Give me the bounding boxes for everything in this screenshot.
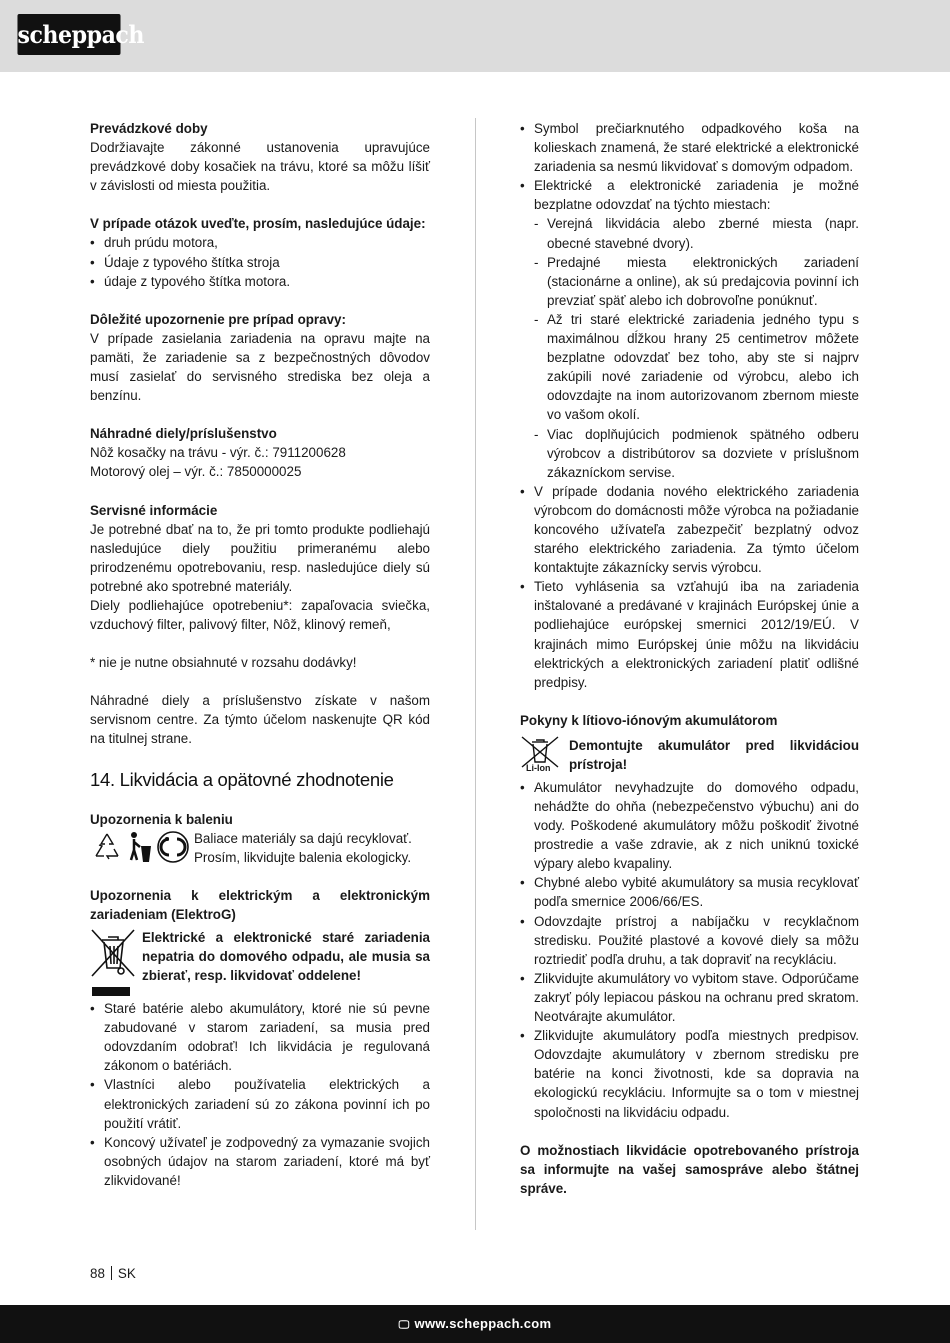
service-info-title: Servisné informácie [90,502,218,518]
list-item: • Odovzdajte prístroj a nabíjačku v recyklačnom stredisku. Použité plastové a kovové diely sa môžu roztriediť podľa druhu, a tak dopraviť na recykláciu. [520,912,859,969]
left-column [90,119,430,1190]
closing-note: O možnostiach likvidácie opotrebovaného prístroja sa informujte na vašej samospráve alebo štátnej správe. [520,1142,859,1196]
right-column [520,119,859,1198]
list-item: • Zlikvidujte akumulátory podľa miestnych predpisov. Odovzdajte akumulátory v zbernom stredisku pre batérie na konci životnosti, kde sa dopravia na ekologickú recykláciu. Informujte sa o tom v miestnej spoločnosti na likvidáciu odpadu. [520,1026,859,1121]
wear-parts-text: Diely podliehajúce opotrebeniu*: zapaľovacia sviečka, vzduchový filter, palivový filter, Nôž, klinový remeň, [90,597,430,633]
electro-list [90,999,430,1190]
list-item: • Symbol prečiarknutého odpadkového koša na kolieskach znamená, že staré elektrické a elektronické zariadenia sa nesmú likvidovať s domovým odpadom. [520,119,859,176]
delivery-scope-note: * nie je nutne obsiahnuté v rozsahu dodávky! [90,655,357,671]
column-divider [475,118,476,1230]
liion-title: Pokyny k lítiovo-iónovým akumulátorom [520,712,778,728]
questions-title: V prípade otázok uveďte, prosím, nasledujúce údaje: [90,216,426,232]
list-item: • Akumulátor nevyhadzujte do domového odpadu, nehádžte do ohňa (nebezpečenstvo výbuchu) ani do vody. Poškodené akumulátory môžu poškodiť životné prostredie a vaše zdravie, ak z nich uniknú toxické výpary alebo kvapaliny. [520,778,859,873]
page-separator [111,1266,112,1280]
dash-item: - Až tri staré elektrické zariadenia jedného typu s maximálnou dĺžkou hrany 25 centimetrov môžete bezplatne odovzdať bez toho, aby ste si najprv zakúpili nové zariadenie od výrobcu, alebo ich odovzdajte na inom autorizovanom zbernom mieste vo vašom okolí. [520,310,859,425]
spare-part-oil: Motorový olej – výr. č.: 7850000025 [90,464,302,480]
green-dot-icon [156,830,190,864]
weee-crossed-bin-icon [90,928,136,978]
list-item: • Zlikvidujte akumulátory vo vybitom stave. Odporúčame zakryť póly lepiacou páskou na ochranu pred skratom. Neotvárajte akumulátor. [520,969,859,1026]
packaging-notice [90,829,430,867]
list-item: • údaje z typového štítka motora. [90,272,430,291]
weee-bar [92,987,130,996]
repair-notice-body: V prípade zasielania zariadenia na opravu majte na pamäti, že zariadenie sa z bezpečnostných dôvodov musí zasielať do servisného strediska bez oleja a benzínu. [90,330,430,404]
list-item: • Tieto vyhlásenia sa vzťahujú iba na zariadenia inštalované a predávané v krajinách Európskej únie a podliehajúce európskej smernici 2012/19/EÚ. V krajinách mimo Európskej únie môžu na likvidáciu elektrických a elektronických zariadení platiť odlišné predpisy. [520,577,859,692]
page-number-value: 88 [90,1266,105,1281]
spare-part-blade: Nôž kosačky na trávu - výr. č.: 7911200628 [90,445,346,461]
dash-item: - Predajné miesta elektronických zariadení (stacionárne a online), ak sú predajcovia povinní ich prevziať späť alebo ich dobrovoľne ponúknuť. [520,253,859,310]
repair-notice-title: Dôležité upozornenie pre prípad opravy: [90,311,346,327]
tidy-man-icon [126,830,154,864]
list-item: • Vlastníci alebo používatelia elektrických a elektronických zariadení sú zo zákona povinní ich po použití vrátiť. [90,1075,430,1132]
dash-item: - Verejná likvidácia alebo zberné miesta (napr. obecné stavebné dvory). [520,214,859,252]
recycle-icon [90,830,124,864]
questions-list [90,233,430,290]
page-number [90,1266,136,1281]
service-center-text: Náhradné diely a príslušenstvo získate v našom servisnom centre. Za týmto účelom naskenujte QR kód na titulnej strane. [90,693,430,747]
liion-warning: Demontujte akumulátor pred likvidáciou prístroja! [569,737,859,772]
footer-website[interactable] [0,1316,950,1332]
operating-hours-title: Prevádzkové doby [90,121,208,136]
header-band [0,0,950,72]
spare-parts-title: Náhradné diely/príslušenstvo [90,426,277,442]
dash-item: - Viac doplňujúcich podmienok spätného odberu výrobcov a distribútorov sa dozviete v príslušnom zákazníckom servise. [520,425,859,482]
liion-notice [520,736,859,778]
packaging-title: Upozornenia k baleniu [90,811,233,827]
list-item: • Koncový užívateľ je zodpovedný za vymazanie svojich osobných údajov na starom zariadení, ktoré má byť zlikvidované! [90,1133,430,1190]
electro-title: Upozornenia k elektrickým a elektronickým zariadeniam (ElektroG) [90,887,430,922]
list-item: • V prípade dodania nového elektrického zariadenia výrobcom do domácnosti môže výrobca na požiadanie koncového užívateľa zabezpečiť bezplatný odvoz starého elektrického zariadenia. Za týmto účelom kontaktujte zákaznícky servis výrobcu. [520,482,859,577]
liion-list [520,778,859,1122]
section-heading: 14. Likvidácia a opätovné zhodnotenie [90,768,394,790]
globe-icon: 🖵 [398,1319,410,1331]
disposal-list [520,119,859,692]
list-item: • Údaje z typového štítka stroja [90,253,430,272]
brand-logo: scheppach [17,14,120,55]
website-link[interactable]: www.scheppach.com [414,1316,552,1331]
footer-band [0,1305,950,1343]
weee-notice [90,928,430,996]
list-item: • Staré batérie alebo akumulátory, ktoré nie sú pevne zabudované v starom zariadení, sa musia pred odovzdaním odobrať! Ich likvidácia je regulovaná zákonom o batériách. [90,999,430,1075]
electro-warning: Elektrické a elektronické staré zariadenia nepatria do domového odpadu, ale musia sa zbierať, resp. likvidovať oddelene! [142,930,430,984]
packaging-body: Baliace materiály sa dajú recyklovať. Prosím, likvidujte balenia ekologicky. [194,830,412,865]
language-code: SK [117,1266,136,1281]
service-info-body: Je potrebné dbať na to, že pri tomto produkte podliehajú nasledujúce diely použitiu primeranému alebo prirodzenému opotrebovaniu, resp. nasledujúce diely sú potrebné ako spotrebné materiály. [90,521,430,594]
list-item: • Elektrické a elektronické zariadenia je možné bezplatne odovzdať na týchto miestach: [520,176,859,214]
operating-hours-body: Dodržiavajte zákonné ustanovenia upravujúce prevádzkové doby kosačiek na trávu, ktoré sa môžu líšiť v závislosti od miesta použitia. [90,140,430,194]
list-item: • druh prúdu motora, [90,233,430,252]
liion-label: Li-Ion [526,762,551,773]
list-item: • Chybné alebo vybité akumulátory sa musia recyklovať podľa smernice 2006/66/ES. [520,873,859,911]
